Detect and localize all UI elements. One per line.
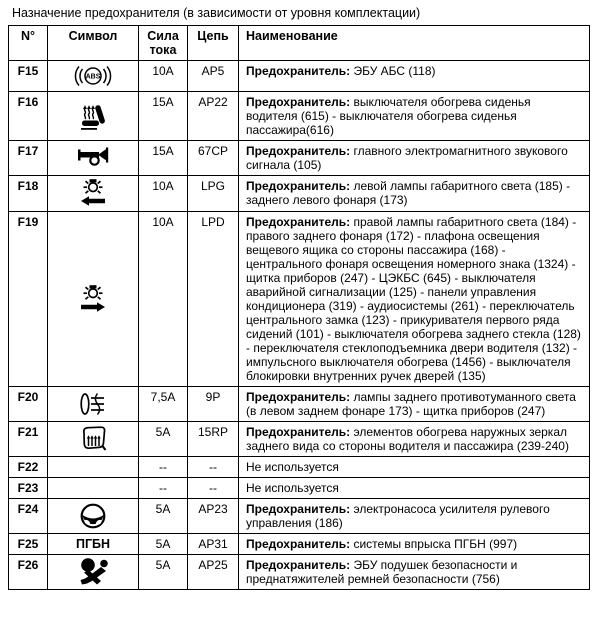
fuse-number: F19 <box>9 212 48 387</box>
circuit-code: AP25 <box>188 555 239 590</box>
header-symbol: Символ <box>48 26 139 61</box>
header-name: Наименование <box>239 26 590 61</box>
circuit-code: -- <box>188 457 239 478</box>
fuse-description: Предохранитель: системы впрыска ПГБН (997) <box>239 534 590 555</box>
fuse-prefix-label: Предохранитель: <box>246 144 351 158</box>
horn-icon <box>71 146 115 170</box>
position-light-left-icon <box>76 178 110 209</box>
symbol-cell <box>48 387 139 422</box>
fuse-row-F16 <box>9 92 590 141</box>
current-rating: 15A <box>139 92 188 141</box>
circuit-code: 9P <box>188 387 239 422</box>
fuse-number: F25 <box>9 534 48 555</box>
fuse-description: Предохранитель: элементов обогрева наружных зеркал заднего вида со стороны водителя и пассажира (239-240) <box>239 422 590 457</box>
position-light-right-icon <box>76 284 110 315</box>
svg-text:ABS: ABS <box>85 73 101 81</box>
fuse-prefix-label: Предохранитель: <box>246 179 351 193</box>
symbol-cell <box>48 141 139 176</box>
symbol-cell <box>48 92 139 141</box>
circuit-code: LPG <box>188 176 239 212</box>
heated-seat-icon <box>76 101 110 131</box>
steering-wheel-icon <box>79 502 107 530</box>
fuse-number: F23 <box>9 478 48 499</box>
fuse-row-F23 <box>9 478 590 499</box>
fuse-description: Предохранитель: лампы заднего противотуманного света (в левом заднем фонаре 173) - щитка приборов (247) <box>239 387 590 422</box>
fuse-description: Предохранитель: левой лампы габаритного света (185) - заднего левого фонаря (173) <box>239 176 590 212</box>
fuse-table-body <box>9 61 590 590</box>
heated-mirror-icon <box>75 425 111 454</box>
fuse-description: Предохранитель: правой лампы габаритного света (184) - правого заднего фонаря (172) - плафона освещения вещевого ящика со стороны пассажира (168) - центрального фонаря освещения номерного знака (1324) - щитка приборов (247) - ЦЭКБС (645) - выключателя аварийной сигнализации (125) - панели управления кондиционера (319) - аудиосистемы (261) - переключатель центрального замка (123) - прикуривателя первого ряда сидений (101) - выключателя обогрева заднего стекла (128) - переключателя стеклоподъемника двери водителя (132) - импульсного выключателя обогрева (1456) - выключателя блокировки внутренних ручек дверей (135) <box>239 212 590 387</box>
fuse-number: F26 <box>9 555 48 590</box>
current-rating: 5A <box>139 499 188 534</box>
rear-fog-light-icon <box>75 391 111 417</box>
fuse-number: F20 <box>9 387 48 422</box>
fuse-row-F19 <box>9 212 590 387</box>
symbol-cell <box>48 422 139 457</box>
current-rating: 10A <box>139 61 188 92</box>
header-circuit: Цепь <box>188 26 239 61</box>
fuse-number: F24 <box>9 499 48 534</box>
fuse-row-F15 <box>9 61 590 92</box>
symbol-cell <box>48 457 139 478</box>
fuse-number: F15 <box>9 61 48 92</box>
fuse-description: Предохранитель: выключателя обогрева сиденья водителя (615) - выключателя обогрева сиденья пассажира(616) <box>239 92 590 141</box>
fuse-table <box>8 25 590 590</box>
fuse-prefix-label: Предохранитель: <box>246 215 351 229</box>
airbag-icon <box>75 557 111 587</box>
fuse-row-F18 <box>9 176 590 212</box>
fuse-description: Предохранитель: ЭБУ АБС (118) <box>239 61 590 92</box>
fuse-row-F26 <box>9 555 590 590</box>
fuse-number: F21 <box>9 422 48 457</box>
fuse-prefix-label: Предохранитель: <box>246 95 351 109</box>
header-current: Сила тока <box>139 26 188 61</box>
symbol-cell <box>48 555 139 590</box>
abs-icon <box>70 63 116 89</box>
fuse-row-F22 <box>9 457 590 478</box>
current-rating: 10A <box>139 212 188 387</box>
symbol-cell <box>48 478 139 499</box>
circuit-code: LPD <box>188 212 239 387</box>
symbol-cell <box>48 499 139 534</box>
current-rating: 5A <box>139 422 188 457</box>
fuse-prefix-label: Предохранитель: <box>246 390 351 404</box>
symbol-cell <box>48 61 139 92</box>
page-title: Назначение предохранителя (в зависимости от уровня комплектации) <box>12 6 421 20</box>
circuit-code: AP31 <box>188 534 239 555</box>
current-rating: 7,5A <box>139 387 188 422</box>
fuse-prefix-label: Предохранитель: <box>246 64 351 78</box>
fuse-number: F22 <box>9 457 48 478</box>
fuse-prefix-label: Предохранитель: <box>246 537 351 551</box>
circuit-code: AP23 <box>188 499 239 534</box>
fuse-row-F20 <box>9 387 590 422</box>
fuse-number: F16 <box>9 92 48 141</box>
fuse-description: Предохранитель: ЭБУ подушек безопасности и преднатяжителей ремней безопасности (756) <box>239 555 590 590</box>
fuse-description: Предохранитель: главного электромагнитного звукового сигнала (105) <box>239 141 590 176</box>
fuse-description: Предохранитель: электронасоса усилителя рулевого управления (186) <box>239 499 590 534</box>
current-rating: -- <box>139 478 188 499</box>
current-rating: 15A <box>139 141 188 176</box>
fuse-description: Не используется <box>239 478 590 499</box>
current-rating: 5A <box>139 534 188 555</box>
circuit-code: -- <box>188 478 239 499</box>
symbol-cell <box>48 176 139 212</box>
fuse-row-F17 <box>9 141 590 176</box>
current-rating: -- <box>139 457 188 478</box>
symbol-cell <box>48 212 139 387</box>
fuse-row-F21 <box>9 422 590 457</box>
fuse-number: F18 <box>9 176 48 212</box>
fuse-description: Не используется <box>239 457 590 478</box>
header-row <box>9 26 590 61</box>
circuit-code: 15RP <box>188 422 239 457</box>
current-rating: 10A <box>139 176 188 212</box>
fuse-row-F24 <box>9 499 590 534</box>
header-number: N° <box>9 26 48 61</box>
fuse-prefix-label: Предохранитель: <box>246 558 351 572</box>
circuit-code: AP5 <box>188 61 239 92</box>
fuse-prefix-label: Предохранитель: <box>246 425 351 439</box>
circuit-code: AP22 <box>188 92 239 141</box>
fuse-prefix-label: Предохранитель: <box>246 502 351 516</box>
circuit-code: 67CP <box>188 141 239 176</box>
fuse-row-F25 <box>9 534 590 555</box>
current-rating: 5A <box>139 555 188 590</box>
fuse-number: F17 <box>9 141 48 176</box>
symbol-cell: ПГБН <box>48 534 139 555</box>
